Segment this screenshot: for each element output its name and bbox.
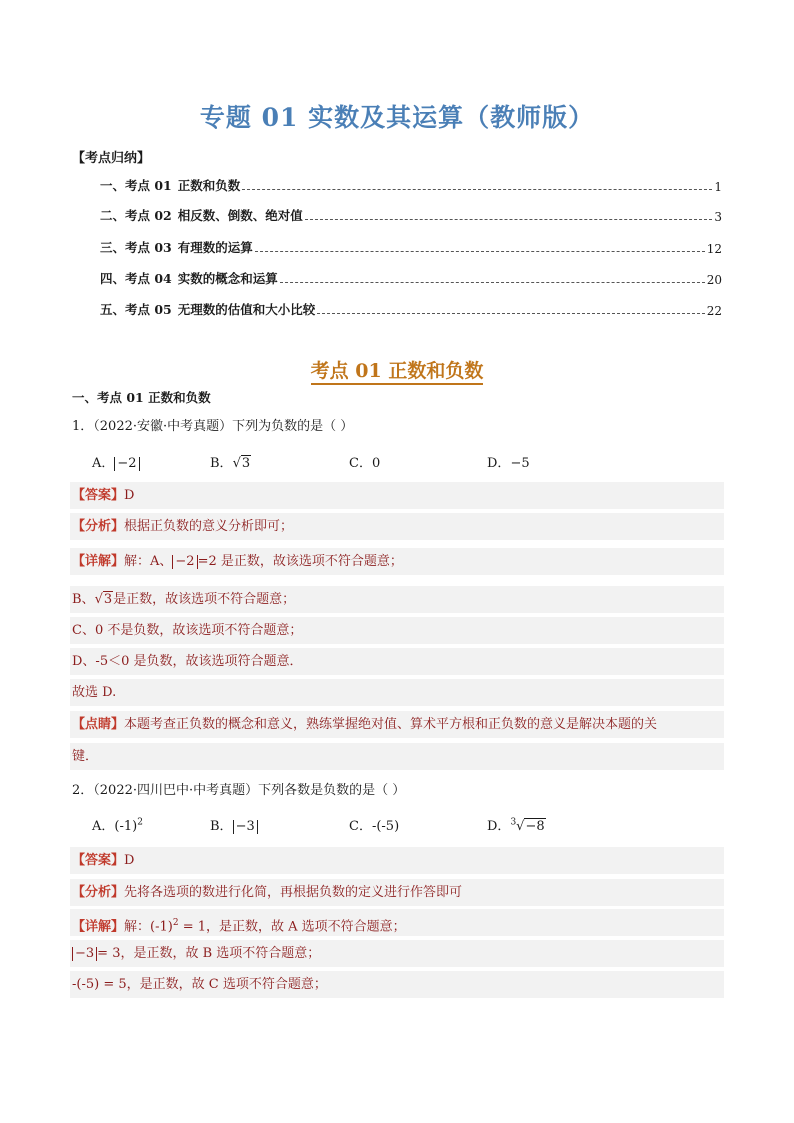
toc-item[interactable] [100, 236, 722, 256]
question-2-stem: 2．（2022·四川巴中·中考真题）下列各数是负数的是（ ） [72, 783, 406, 798]
option-label: A． [92, 456, 115, 471]
question-2-options [92, 815, 652, 837]
toc-item-page: 3 [714, 210, 722, 224]
detail-line: D、-5＜0 是负数，故该选项符合题意． [70, 648, 724, 676]
option-value: 0 [371, 456, 381, 471]
toc-item-number: 三、考点 03 [100, 240, 172, 255]
detail-line: -(-5) = 5，是正数，故 C 选项不符合题意； [70, 971, 724, 999]
answer-tag: 【答案】 [72, 488, 125, 503]
detail-line [70, 940, 724, 968]
conclusion-line: 故选 D. [70, 679, 724, 707]
toc-leader-dots [317, 312, 704, 314]
analysis-line [70, 879, 724, 907]
comment-line [70, 711, 724, 739]
toc-item-number: 一、考点 01 [100, 178, 172, 193]
toc-item-page: 1 [714, 180, 722, 194]
toc-item-title: 相反数、倒数、绝对值 [177, 208, 303, 223]
section-title [0, 356, 794, 383]
option-label: B． [210, 819, 233, 834]
detail-text: B、 [72, 592, 95, 607]
toc-item[interactable] [100, 174, 722, 194]
option-value: (-1) [114, 819, 138, 834]
toc-item[interactable] [100, 267, 722, 287]
question-1-options [92, 452, 652, 474]
analysis-tag: 【分析】 [72, 885, 125, 900]
detail-text: 解：(-1) [124, 919, 173, 935]
sqrt-expression: √3 [232, 456, 251, 471]
option-b [210, 452, 251, 471]
detail-text: = 1，是正数，故 A 选项不符合题意； [178, 919, 406, 935]
sqrt-expression: √3 [94, 592, 113, 607]
toc-item-page: 12 [706, 242, 722, 256]
toc-item-title: 实数的概念和运算 [177, 271, 278, 286]
toc-item[interactable] [100, 298, 722, 318]
answer-value: D [124, 488, 135, 503]
option-label: B． [210, 456, 233, 471]
option-d [487, 452, 530, 471]
toc-leader-dots [242, 188, 712, 190]
detail-text: = 3，是正数，故 B 选项不符合题意； [97, 946, 321, 961]
option-label: C． [349, 819, 372, 834]
comment-tag: 【点睛】 [72, 717, 125, 732]
option-a [92, 815, 143, 834]
toc-item-number: 五、考点 05 [100, 302, 172, 317]
detail-text: 解：A、 [124, 554, 173, 569]
option-d [487, 815, 546, 834]
option-label: D． [487, 456, 511, 471]
toc-item-number: 二、考点 02 [100, 208, 172, 223]
option-value: −5 [510, 456, 530, 471]
root-index: 3 [510, 817, 517, 828]
detail-text: 是正数，故该选项不符合题意； [113, 592, 296, 607]
option-b [210, 815, 258, 834]
abs-expression: −2 [172, 555, 197, 569]
exponent: 2 [137, 817, 143, 828]
option-c [349, 452, 380, 471]
answer-line [70, 847, 724, 875]
question-1-stem: 1．（2022·安徽·中考真题）下列为负数的是（ ） [72, 419, 354, 434]
analysis-text: 先将各选项的数进行化简，再根据负数的定义进行作答即可 [124, 885, 463, 900]
detail-line [70, 586, 724, 614]
analysis-line [70, 513, 724, 541]
analysis-tag: 【分析】 [72, 519, 125, 534]
abs-expression: −3 [72, 947, 97, 961]
answer-tag: 【答案】 [72, 853, 125, 868]
toc-leader-dots [280, 281, 705, 283]
detail-line: C、0 不是负数，故该选项不符合题意； [70, 617, 724, 645]
option-a [92, 452, 140, 471]
toc-item-title: 无理数的估值和大小比较 [177, 302, 316, 317]
answer-line [70, 482, 724, 510]
toc-leader-dots [305, 218, 713, 220]
toc-leader-dots [255, 250, 705, 252]
toc-item-number: 四、考点 04 [100, 271, 172, 286]
answer-value: D [124, 853, 135, 868]
toc-item-title: 正数和负数 [177, 178, 241, 193]
detail-line [70, 548, 724, 576]
option-label: D． [487, 819, 511, 834]
option-c [349, 815, 399, 834]
section-title-text: 考点 01 正数和负数 [311, 360, 484, 385]
toc-heading: 【考点归纳】 [72, 151, 151, 166]
exponent: 2 [172, 918, 179, 928]
option-label: C． [349, 456, 372, 471]
radicand: −8 [525, 819, 545, 834]
abs-expression: −3 [233, 820, 258, 834]
detail-tag: 【详解】 [72, 554, 125, 569]
detail-tag: 【详解】 [72, 919, 125, 935]
sub-heading: 一、考点 01 正数和负数 [72, 390, 211, 405]
page-title: 专题 01 实数及其运算（教师版） [199, 103, 595, 132]
analysis-text: 根据正负数的意义分析即可； [124, 519, 294, 534]
toc-item-page: 20 [706, 273, 722, 287]
detail-line [70, 909, 724, 937]
radicand: 3 [241, 456, 251, 471]
toc-item-page: 22 [706, 304, 722, 318]
option-label: A． [92, 819, 115, 834]
toc-item[interactable] [100, 204, 722, 224]
cube-root-expression: √−8 [516, 819, 545, 834]
abs-expression: −2 [114, 457, 139, 471]
radicand: 3 [103, 592, 113, 607]
comment-line: 键． [70, 743, 724, 771]
comment-text: 本题考查正负数的概念和意义，熟练掌握绝对值、算术平方根和正负数的意义是解决本题的关 [124, 717, 658, 732]
option-value: -(-5) [371, 819, 400, 834]
toc-item-title: 有理数的运算 [177, 240, 253, 255]
detail-text: =2 是正数，故该选项不符合题意； [197, 554, 403, 569]
